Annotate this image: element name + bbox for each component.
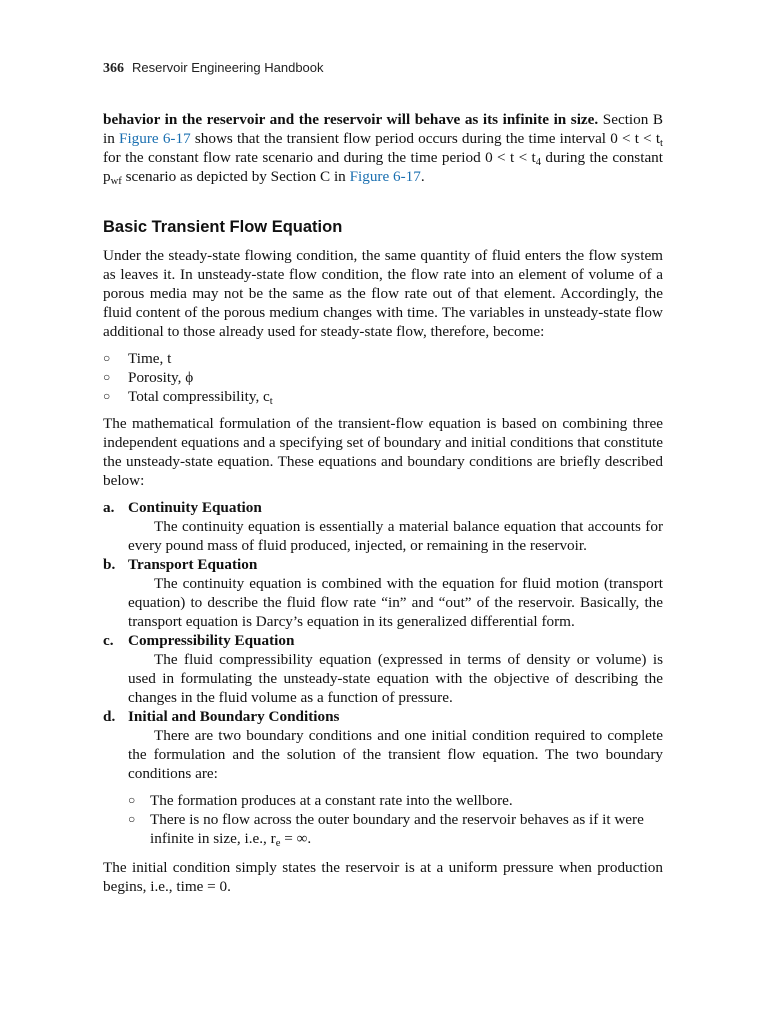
running-header (103, 58, 663, 78)
item-transport (103, 555, 663, 631)
item-title: Initial and Boundary Conditions (128, 708, 340, 725)
intro-text-5: scenario as depicted by Section C in (121, 168, 350, 185)
bullet-porosity: Porosity, ϕ (128, 369, 194, 386)
item-letter: b. (103, 556, 116, 573)
section-basic-transient-flow (103, 216, 663, 896)
intro-text-3: for the constant flow rate scenario and during the time period 0 < t < t (103, 149, 536, 166)
item-body: There are two boundary conditions and one initial condition required to complete the formulation and the solution of the transient flow equation. The two boundary conditions are: (128, 727, 663, 782)
subscript-t: t (660, 138, 663, 149)
subscript-e: e (275, 838, 281, 849)
item-title: Continuity Equation (128, 499, 262, 516)
item-letter: c. (103, 632, 114, 649)
subscript-t: t (269, 396, 273, 407)
item-letter: a. (103, 499, 115, 516)
bold-lead: behavior in the reservoir and the reservoir will behave as its infinite in size. (103, 111, 599, 128)
item-title: Transport Equation (128, 556, 258, 573)
running-title: Reservoir Engineering Handbook (132, 60, 324, 75)
boundary-conditions-list (128, 791, 663, 848)
section-paragraph-1: Under the steady-state flowing condition, the same quantity of fluid enters the flow system as leaves it. In unsteady-state flow condition, the flow rate into an element of volume of a porous media may not be the same as the flow rate out of that element. Accordingly, the fluid content of the porous medium changes with time. The variables in unsteady-state flow additional to those already used for steady-state flow, therefore, become: (103, 247, 663, 340)
intro-text-1: Section B in (103, 111, 664, 147)
intro-paragraph (103, 110, 663, 186)
list-item (128, 791, 663, 810)
item-body: The fluid compressibility equation (expressed in terms of density or volume) is used in formulating the unsteady-state equation with the objective of describing the changes in the fluid volume as a function of pressure. (128, 651, 663, 706)
section-heading: Basic Transient Flow Equation (103, 218, 343, 236)
bullet-time: Time, t (128, 350, 172, 367)
subscript-wf: wf (110, 176, 122, 187)
item-title: Compressibility Equation (128, 632, 295, 649)
item-boundary-conditions (103, 707, 663, 848)
list-item (103, 349, 663, 368)
intro-text-4: during the constant p (103, 149, 663, 185)
list-item (103, 368, 663, 387)
boundary-condition-2-end: = ∞. (280, 830, 312, 847)
section-paragraph-2: The mathematical formulation of the transient-flow equation is based on combining three independent equations and a specifying set of boundary and initial conditions that constitute the unsteady-state equation. These equations and boundary conditions are briefly described below: (103, 415, 663, 489)
variables-list (103, 349, 663, 406)
figure-link-1[interactable]: Figure 6-17 (119, 130, 191, 147)
item-continuity (103, 498, 663, 555)
page-number: 366 (103, 61, 124, 76)
subscript-4: 4 (535, 157, 542, 168)
item-letter: d. (103, 708, 116, 725)
equations-list (103, 498, 663, 848)
closing-paragraph: The initial condition simply states the reservoir is at a uniform pressure when production begins, i.e., time = 0. (103, 859, 663, 895)
boundary-condition-1: The formation produces at a constant rate into the wellbore. (150, 792, 513, 809)
item-body: The continuity equation is essentially a material balance equation that accounts for every pound mass of fluid produced, injected, or remaining in the reservoir. (128, 518, 663, 554)
figure-link-2[interactable]: Figure 6-17 (349, 168, 421, 185)
item-body: The continuity equation is combined with the equation for fluid motion (transport equation) to describe the fluid flow rate “in” and “out” of the reservoir. Basically, the transport equation is Darcy’s equation in its generalized differential form. (128, 575, 663, 630)
list-item (103, 387, 663, 406)
item-compressibility (103, 631, 663, 707)
intro-text-2: shows that the transient flow period occurs during the time interval 0 < t < t (190, 130, 661, 147)
boundary-condition-2: There is no flow across the outer boundary and the reservoir behaves as if it were infinite in size, i.e., r (150, 811, 644, 847)
intro-text-6: . (420, 168, 425, 185)
document-page (103, 58, 663, 896)
bullet-compressibility: Total compressibility, c (128, 388, 270, 405)
list-item (128, 810, 663, 848)
